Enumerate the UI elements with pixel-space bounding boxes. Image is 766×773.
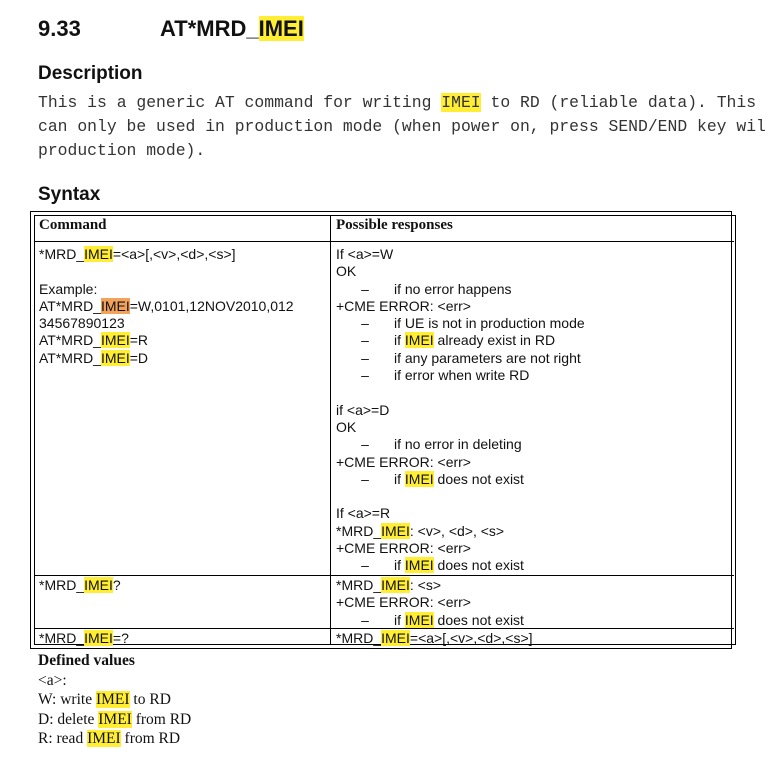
description-title: Description (38, 63, 143, 84)
command-cell-write: *MRD_IMEI=<a>[,<v>,<d>,<s>] Example: AT*MRD_IMEI=W,0101,12NOV2010,012 34567890123 AT*MRD_IMEI=R AT*MRD_IMEI=D (39, 246, 294, 366)
highlight-imei: IMEI (87, 730, 121, 747)
column-header-responses: Possible responses (336, 217, 453, 233)
response-cell-write: If <a>=W OK – if no error happens +CME ERROR: <err> – if UE is not in production mode – if IMEI already exist in RD – if any parameters are not right – if error when write RD if <a>=D OK – if no error in deleting +CME ERROR: <err> – if IMEI does not exist If <a>=R *MRD_IMEI: <v>, <d>, <s> +CME ERROR: <err> – if IMEI does not exist (336, 246, 585, 574)
highlight-imei: IMEI (84, 630, 113, 646)
highlight-imei: IMEI (404, 557, 434, 574)
defined-values: Defined values <a>: W: write IMEI to RD D: delete IMEI from RD R: read IMEI from RD (38, 652, 192, 747)
section-command-name: AT*MRD_IMEI (160, 16, 304, 41)
highlight-imei: IMEI (84, 246, 113, 262)
section-number: 9.33 (38, 16, 81, 41)
syntax-title: Syntax (38, 184, 101, 205)
highlight-imei: IMEI (404, 470, 434, 487)
response-cell-test: *MRD_IMEI=<a>[,<v>,<d>,<s>] (336, 630, 533, 646)
highlight-imei: IMEI (100, 297, 130, 314)
column-header-command: Command (39, 217, 107, 233)
highlight-imei: IMEI (98, 710, 132, 728)
command-cell-test: *MRD_IMEI=? (39, 630, 129, 646)
row-divider (34, 575, 734, 576)
highlight-imei: IMEI (100, 332, 130, 349)
highlight-imei: IMEI (381, 630, 410, 646)
column-divider (330, 216, 331, 644)
description-text: This is a generic AT command for writing IMEI to RD (reliable data). This can only be used in production mode (when power on, press SEND/END key wil production mode). (38, 93, 766, 160)
highlight-imei: IMEI (100, 349, 130, 366)
highlight-imei: IMEI (404, 611, 434, 628)
response-cell-read: *MRD_IMEI: <s> +CME ERROR: <err> – if IMEI does not exist (336, 577, 524, 628)
highlight-imei: IMEI (84, 577, 113, 593)
highlight-imei: IMEI (381, 522, 410, 539)
highlight-imei: IMEI (404, 332, 434, 349)
command-cell-read: *MRD_IMEI? (39, 577, 121, 593)
highlight-imei: IMEI (258, 16, 304, 41)
header-divider (34, 241, 734, 242)
highlight-imei: IMEI (381, 577, 410, 593)
highlight-imei: IMEI (95, 691, 130, 708)
defined-values-title: Defined values (38, 652, 135, 669)
highlight-imei: IMEI (441, 93, 481, 112)
